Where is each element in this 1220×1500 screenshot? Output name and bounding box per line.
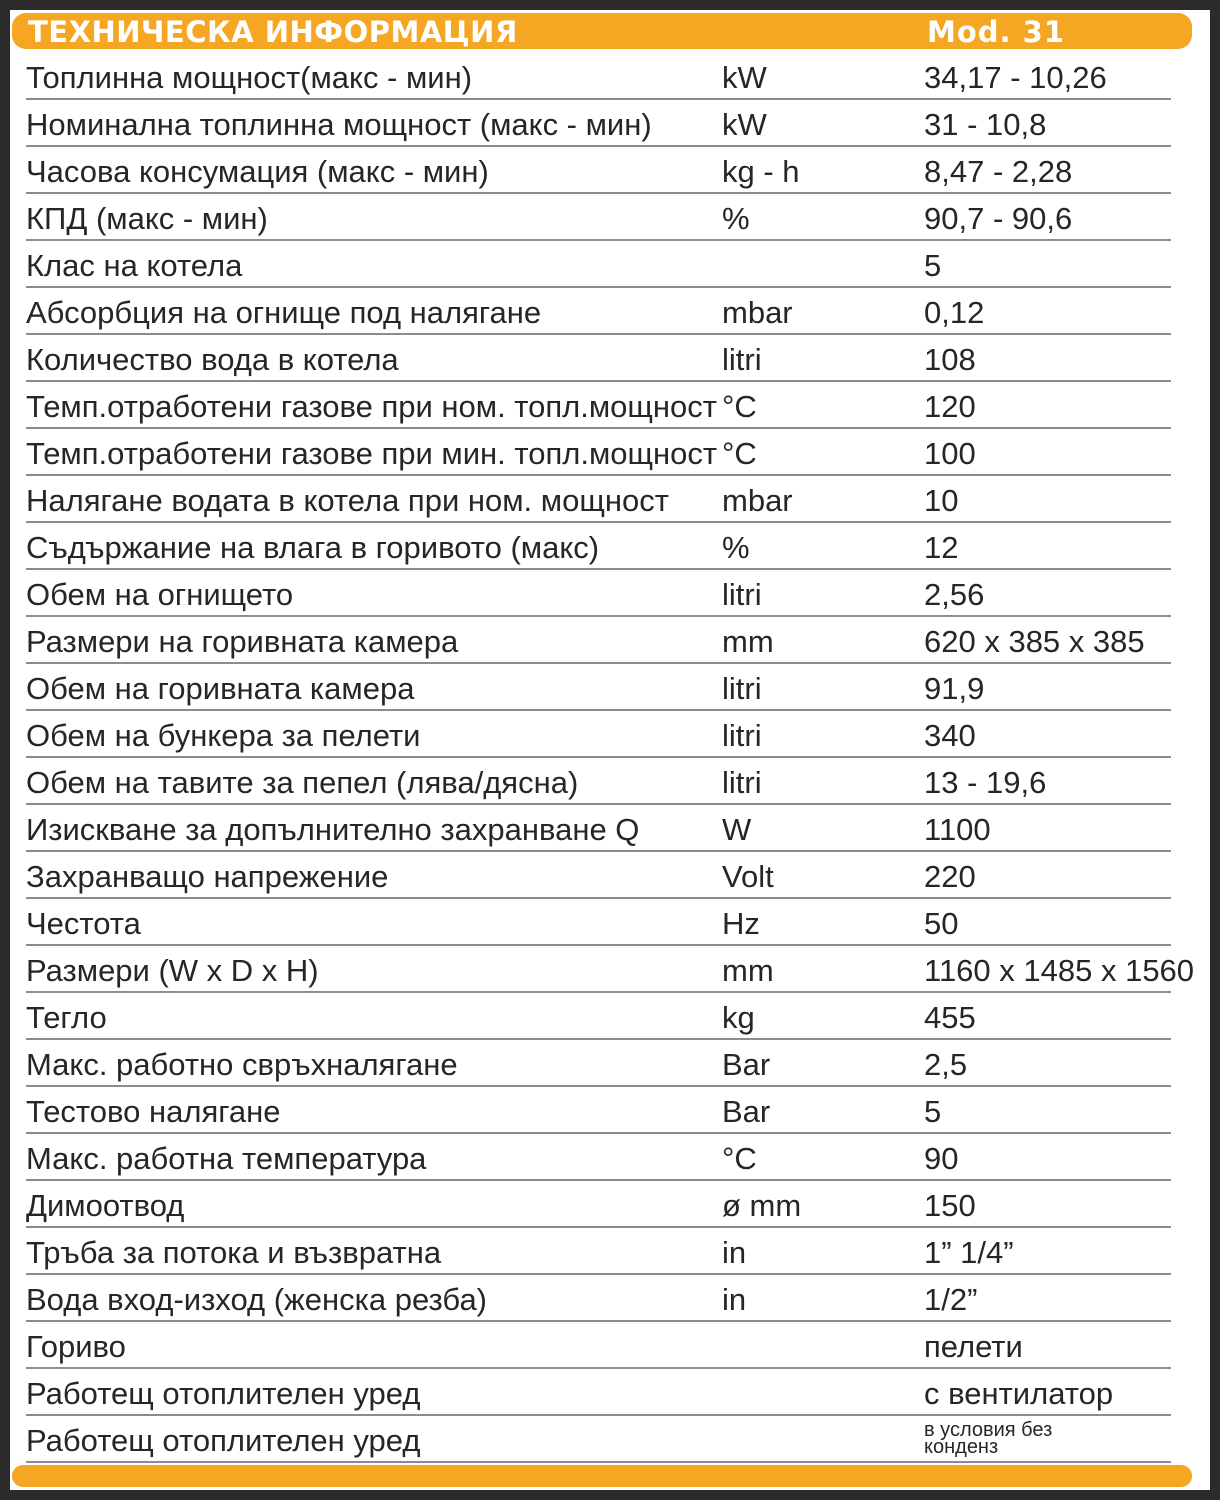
unit-label: mbar (722, 295, 793, 330)
unit-label: mm (722, 953, 774, 988)
parameter-label: Обем на бункера за пелети (26, 718, 421, 753)
table-row (26, 570, 1171, 617)
spec-table (26, 53, 1195, 1463)
value-label: 1100 (924, 812, 991, 847)
unit-label: W (722, 812, 752, 847)
parameter-label: Обем на огнището (26, 577, 294, 612)
table-row (26, 1040, 1171, 1087)
value-label: 220 (924, 859, 976, 894)
parameter-label: Димоотвод (26, 1188, 185, 1223)
value-label: 5 (924, 248, 942, 283)
table-row (26, 1369, 1171, 1416)
value-label: 108 (924, 342, 976, 377)
value-label: 90 (924, 1141, 959, 1176)
table-row (26, 476, 1171, 523)
table-title: ТЕХНИЧЕСКА ИНФОРМАЦИЯ (28, 15, 518, 49)
value-label: 8,47 - 2,28 (924, 154, 1073, 189)
parameter-label: Клас на котела (26, 248, 243, 283)
unit-label: litri (722, 765, 762, 800)
table-row (26, 664, 1171, 711)
parameter-label: Номинална топлинна мощност (макс - мин) (26, 107, 652, 142)
parameter-label: Честота (26, 906, 141, 941)
value-label: 31 - 10,8 (924, 107, 1047, 142)
table-row (26, 1181, 1171, 1228)
unit-label: °C (722, 1141, 757, 1176)
value-label: с вентилатор (924, 1376, 1114, 1411)
table-row (26, 523, 1171, 570)
unit-label: Hz (722, 906, 760, 941)
value-label: 340 (924, 718, 976, 753)
value-label: 50 (924, 906, 959, 941)
table-row (26, 241, 1171, 288)
value-label: пелети (924, 1329, 1023, 1364)
value-label: 91,9 (924, 671, 985, 706)
table-row (26, 805, 1171, 852)
table-row (26, 758, 1171, 805)
value-label: 120 (924, 389, 976, 424)
table-row (26, 1322, 1171, 1369)
parameter-label: Макс. работна температура (26, 1141, 427, 1176)
value-label: 34,17 - 10,26 (924, 60, 1107, 95)
value-label: 1” 1/4” (924, 1235, 1014, 1270)
unit-label: kW (722, 60, 767, 95)
unit-label: Bar (722, 1047, 771, 1082)
unit-label: kg (722, 1000, 755, 1035)
parameter-label: Макс. работно свръхналягане (26, 1047, 458, 1082)
unit-label: % (722, 530, 750, 565)
value-label: 2,56 (924, 577, 985, 612)
unit-label: °C (722, 436, 757, 471)
technical-info-sheet (10, 10, 1210, 1490)
value-label: 620 x 385 x 385 (924, 624, 1145, 659)
parameter-label: Размери на горивната камера (26, 624, 459, 659)
table-row (26, 617, 1171, 664)
table-row (26, 993, 1171, 1040)
unit-label: mm (722, 624, 774, 659)
parameter-label: Налягане водата в котела при ном. мощност (26, 483, 669, 518)
unit-label: litri (722, 718, 762, 753)
unit-label: kW (722, 107, 767, 142)
unit-label: mbar (722, 483, 793, 518)
value-label: 150 (924, 1188, 976, 1223)
unit-label: litri (722, 577, 762, 612)
footer-bar (12, 1465, 1192, 1487)
parameter-label: КПД (макс - мин) (26, 201, 268, 236)
value-label: 455 (924, 1000, 976, 1035)
table-row (26, 53, 1171, 100)
unit-label: kg - h (722, 154, 800, 189)
table-row (26, 946, 1195, 993)
parameter-label: Вода вход-изход (женска резба) (26, 1282, 488, 1317)
parameter-label: Часова консумация (макс - мин) (26, 154, 489, 189)
table-row (26, 288, 1171, 335)
unit-label: in (722, 1282, 747, 1317)
parameter-label: Тегло (26, 1000, 107, 1035)
table-row (26, 100, 1171, 147)
table-row (26, 335, 1171, 382)
value-label: 5 (924, 1094, 942, 1129)
table-row (26, 1275, 1171, 1322)
value-label: 0,12 (924, 295, 985, 330)
table-row (26, 1087, 1171, 1134)
unit-label: ø mm (722, 1188, 802, 1223)
unit-label: litri (722, 671, 762, 706)
header-bar (12, 13, 1192, 49)
parameter-label: Темп.отработени газове при ном. топл.мощност (26, 389, 717, 424)
parameter-label: Количество вода в котела (26, 342, 399, 377)
parameter-label: Гориво (26, 1329, 126, 1364)
unit-label: in (722, 1235, 747, 1270)
model-label: Mod. 31 (927, 15, 1066, 49)
parameter-label: Съдържание на влага в горивото (макс) (26, 530, 600, 565)
table-row (26, 1134, 1171, 1181)
unit-label: litri (722, 342, 762, 377)
parameter-label: Абсорбция на огнище под налягане (26, 295, 542, 330)
value-label: 1160 x 1485 x 1560 (924, 953, 1195, 988)
unit-label: Bar (722, 1094, 771, 1129)
parameter-label: Работещ отоплителен уред (26, 1423, 421, 1458)
table-row (26, 147, 1171, 194)
parameter-label: Обем на горивната камера (26, 671, 415, 706)
table-row (26, 711, 1171, 758)
value-label: 90,7 - 90,6 (924, 201, 1073, 236)
parameter-label: Тестово налягане (26, 1094, 281, 1129)
unit-label: °C (722, 389, 757, 424)
value-label: в условия без конденз (924, 1419, 1053, 1458)
value-label: 10 (924, 483, 959, 518)
value-label: 13 - 19,6 (924, 765, 1047, 800)
value-label: 100 (924, 436, 976, 471)
table-row (26, 1228, 1171, 1275)
parameter-label: Обем на тавите за пепел (лява/дясна) (26, 765, 579, 800)
table-row (26, 899, 1171, 946)
table-row (26, 852, 1171, 899)
table-row (26, 1416, 1171, 1463)
table-row (26, 382, 1171, 429)
parameter-label: Изискване за допълнително захранване Q (26, 812, 640, 847)
table-row (26, 429, 1171, 476)
value-label: 1/2” (924, 1282, 978, 1317)
parameter-label: Топлинна мощност(макс - мин) (26, 60, 473, 95)
value-label: 12 (924, 530, 959, 565)
parameter-label: Работещ отоплителен уред (26, 1376, 421, 1411)
unit-label: % (722, 201, 750, 236)
parameter-label: Захранващо напрежение (26, 859, 389, 894)
parameter-label: Темп.отработени газове при мин. топл.мощност (26, 436, 718, 471)
table-row (26, 194, 1171, 241)
unit-label: Volt (722, 859, 774, 894)
parameter-label: Размери (W x D x H) (26, 953, 319, 988)
value-label: 2,5 (924, 1047, 968, 1082)
parameter-label: Тръба за потока и възвратна (26, 1235, 442, 1270)
